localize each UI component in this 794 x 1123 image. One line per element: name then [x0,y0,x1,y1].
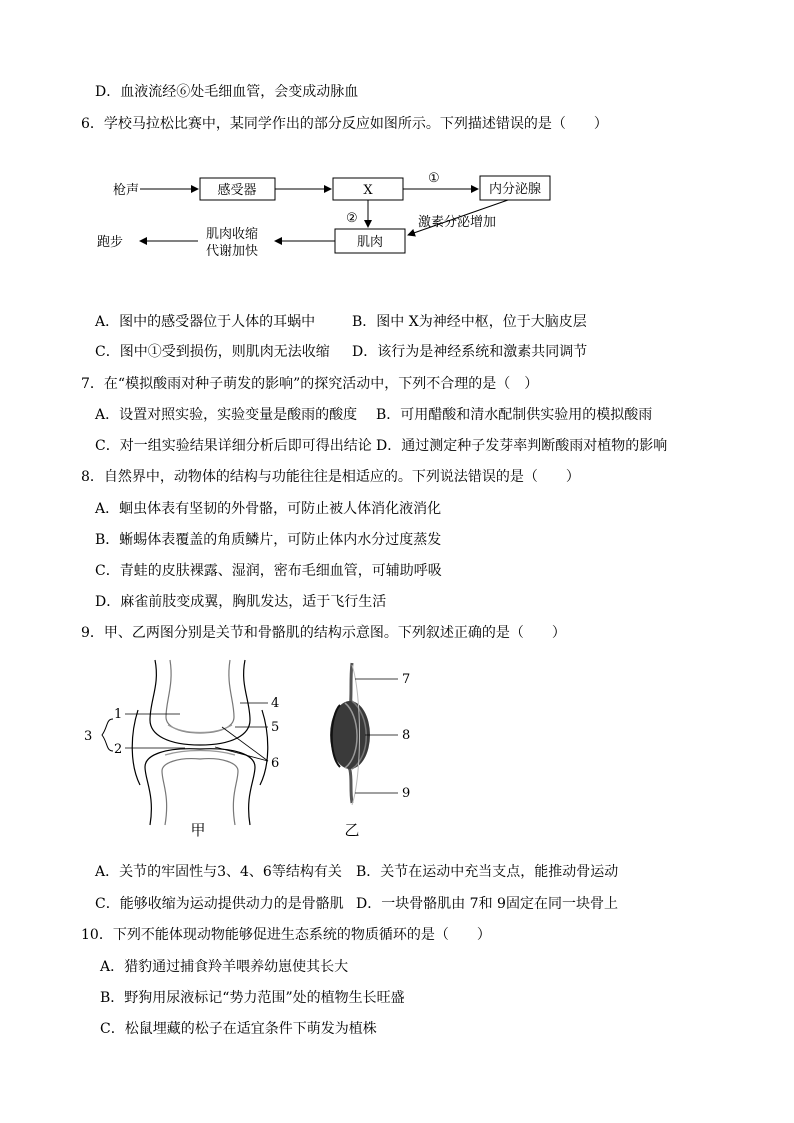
muscle-label: 肌肉 [356,235,384,250]
q7-option-b: B．可用醋酸和清水配制供实验用的模拟酸雨 [376,407,653,423]
q6-option-c: C．图中①受到损伤，则肌肉无法收缩 [95,344,330,360]
q10-option-a: A．猎豹通过捕食羚羊喂养幼崽使其长大 [100,959,349,975]
q9-option-b: B．关节在运动中充当支点，能推动骨运动 [356,864,619,880]
label-6: 6 [271,756,280,771]
x-label: X [363,183,373,198]
q6-option-d: D．该行为是神经系统和激素共同调节 [352,344,588,360]
q8-option-b: B．蜥蜴体表覆盖的角质鳞片，可防止体内水分过度蒸发 [95,532,442,548]
q10-option-b: B．野狗用尿液标记“势力范围”处的植物生长旺盛 [100,990,405,1006]
gunshot-label: 枪声 [113,183,140,198]
contract-label-line1: 肌肉收缩 [206,227,259,242]
q8-option-c: C．青蛙的皮肤裸露、湿润，密布毛细血管，可辅助呼吸 [95,563,442,579]
label-4: 4 [271,696,280,711]
q7-option-d: D．通过测定种子发芽率判断酸雨对植物的影响 [376,438,668,454]
q10-stem: 10．下列不能体现动物能够促进生态系统的物质循环的是（ ） [81,927,491,943]
label-1: 1 [114,707,123,722]
q10-option-c: C．松鼠埋藏的松子在适宜条件下萌发为植株 [100,1021,377,1037]
contract-label-line2: 代谢加快 [206,244,259,259]
q6-option-b: B．图中 X为神经中枢，位于大脑皮层 [352,314,587,330]
q9-stem: 9．甲、乙两图分别是关节和骨骼肌的结构示意图。下列叙述正确的是（ ） [81,625,566,641]
hormone-label: 激素分泌增加 [418,215,497,230]
q6-option-a: A．图中的感受器位于人体的耳蜗中 [95,314,316,330]
q7-option-a: A．设置对照实验，实验变量是酸雨的酸度 [95,407,358,423]
q9-option-a: A．关节的牢固性与3、4、6等结构有关 [95,864,342,880]
label-2: 2 [114,742,123,757]
muscle-diagram [330,663,370,805]
q9-option-c: C．能够收缩为运动提供动力的是骨骼肌 [95,896,344,912]
caption-jia: 甲 [190,821,206,839]
q9-option-d: D．一块骨骼肌由 7和 9固定在同一块骨上 [356,896,618,912]
label-3: 3 [84,729,93,744]
q8-option-d: D．麻雀前肢变成翼，胸肌发达，适于飞行生活 [95,594,387,610]
q6-reflex-diagram [0,160,794,270]
q8-option-a: A．蛔虫体表有坚韧的外骨骼，可防止被人体消化液消化 [95,501,442,517]
label-8: 8 [402,728,411,743]
path1-label: ① [428,171,440,186]
q5-option-d: D．血液流经⑥处毛细血管，会变成动脉血 [95,84,359,100]
joint-diagram [132,660,268,825]
label-7: 7 [402,672,411,687]
receptor-label: 感受器 [217,183,257,198]
label-9: 9 [402,786,411,801]
q9-joint-muscle-figure [0,655,794,845]
label-5: 5 [271,720,280,735]
path2-label: ② [346,211,358,226]
q7-option-c: C．对一组实验结果详细分析后即可得出结论 [95,438,372,454]
gland-label: 内分泌腺 [488,182,542,197]
q8-stem: 8．自然界中，动物体的结构与功能往往是相适应的。下列说法错误的是（ ） [81,469,580,485]
q6-stem: 6．学校马拉松比赛中，某同学作出的部分反应如图所示。下列描述错误的是（ ） [81,116,608,132]
q7-stem: 7．在“模拟酸雨对种子萌发的影响”的探究活动中，下列不合理的是（ ） [81,376,539,392]
caption-yi: 乙 [344,821,360,839]
run-label: 跑步 [97,235,124,250]
